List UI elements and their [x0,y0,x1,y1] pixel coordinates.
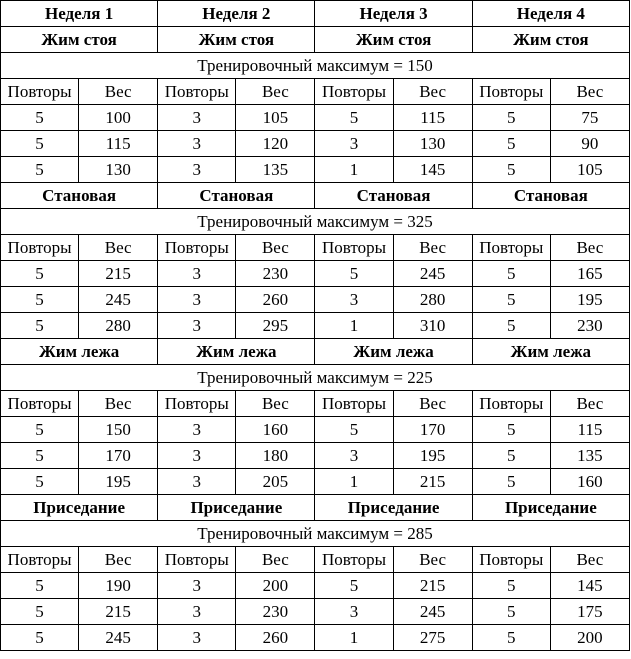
exercise-name: Приседание [1,495,158,521]
weight-cell: 115 [550,417,629,443]
weight-cell: 135 [550,443,629,469]
column-header-row [1,79,630,105]
reps-cell: 5 [472,105,550,131]
reps-cell: 5 [315,105,393,131]
weeks-header-row [1,1,630,27]
reps-header: Повторы [158,547,236,573]
exercise-name: Становая [472,183,629,209]
exercise-name: Жим лежа [158,339,315,365]
reps-header: Повторы [1,547,79,573]
weight-header: Вес [393,391,472,417]
reps-cell: 5 [472,599,550,625]
reps-cell: 1 [315,313,393,339]
weight-header: Вес [393,235,472,261]
reps-cell: 5 [472,573,550,599]
weight-cell: 280 [393,287,472,313]
reps-cell: 5 [472,625,550,651]
set-row [1,287,630,313]
reps-cell: 3 [158,573,236,599]
set-row [1,469,630,495]
weight-cell: 115 [79,131,158,157]
reps-cell: 5 [472,443,550,469]
exercise-name: Жим стоя [315,27,472,53]
reps-cell: 5 [472,261,550,287]
weight-header: Вес [550,391,629,417]
reps-header: Повторы [315,235,393,261]
weight-cell: 170 [79,443,158,469]
training-max-row [1,365,630,391]
reps-cell: 3 [158,157,236,183]
weight-cell: 205 [236,469,315,495]
weight-cell: 310 [393,313,472,339]
weight-cell: 165 [550,261,629,287]
set-row [1,573,630,599]
exercise-name: Жим стоя [1,27,158,53]
weight-cell: 195 [79,469,158,495]
reps-cell: 3 [158,443,236,469]
reps-header: Повторы [158,79,236,105]
week-header: Неделя 3 [315,1,472,27]
set-row [1,599,630,625]
weight-cell: 195 [393,443,472,469]
weight-cell: 245 [393,261,472,287]
reps-cell: 5 [472,287,550,313]
reps-cell: 5 [472,157,550,183]
weight-cell: 175 [550,599,629,625]
week-header: Неделя 1 [1,1,158,27]
reps-header: Повторы [315,391,393,417]
reps-cell: 3 [315,287,393,313]
set-row [1,131,630,157]
reps-cell: 3 [315,443,393,469]
set-row [1,157,630,183]
weight-cell: 200 [236,573,315,599]
weight-header: Вес [550,79,629,105]
exercise-name: Жим стоя [472,27,629,53]
training-max-row [1,521,630,547]
set-row [1,105,630,131]
exercise-row [1,183,630,209]
exercise-name: Жим стоя [158,27,315,53]
reps-cell: 3 [158,599,236,625]
weight-header: Вес [236,235,315,261]
weight-cell: 170 [393,417,472,443]
exercise-name: Приседание [315,495,472,521]
set-row [1,625,630,651]
reps-cell: 5 [1,573,79,599]
reps-header: Повторы [315,79,393,105]
exercise-name: Становая [315,183,472,209]
weight-cell: 180 [236,443,315,469]
reps-cell: 5 [315,417,393,443]
exercise-row [1,27,630,53]
reps-cell: 3 [158,261,236,287]
weight-cell: 245 [79,287,158,313]
weight-cell: 150 [79,417,158,443]
weight-header: Вес [393,547,472,573]
reps-header: Повторы [472,547,550,573]
weight-cell: 230 [236,599,315,625]
reps-cell: 5 [315,573,393,599]
weight-cell: 90 [550,131,629,157]
weight-cell: 260 [236,625,315,651]
exercise-name: Жим лежа [315,339,472,365]
reps-cell: 3 [158,469,236,495]
reps-cell: 1 [315,469,393,495]
reps-cell: 5 [1,443,79,469]
weight-cell: 115 [393,105,472,131]
training-max: Тренировочный максимум = 285 [1,521,630,547]
weight-cell: 215 [393,469,472,495]
reps-cell: 5 [1,287,79,313]
weight-cell: 200 [550,625,629,651]
weight-header: Вес [79,391,158,417]
reps-header: Повторы [158,235,236,261]
reps-cell: 5 [315,261,393,287]
weight-header: Вес [79,79,158,105]
reps-cell: 5 [1,157,79,183]
weight-cell: 275 [393,625,472,651]
reps-header: Повторы [472,235,550,261]
training-table-body [1,1,630,651]
reps-cell: 5 [1,599,79,625]
exercise-row [1,339,630,365]
weight-cell: 160 [550,469,629,495]
reps-cell: 3 [158,287,236,313]
reps-cell: 5 [1,625,79,651]
exercise-name: Приседание [158,495,315,521]
reps-cell: 3 [158,131,236,157]
exercise-name: Становая [158,183,315,209]
weight-cell: 215 [393,573,472,599]
set-row [1,313,630,339]
weight-cell: 195 [550,287,629,313]
weight-cell: 230 [550,313,629,339]
reps-cell: 3 [158,417,236,443]
exercise-name: Приседание [472,495,629,521]
reps-cell: 5 [1,417,79,443]
weight-header: Вес [79,235,158,261]
weight-cell: 130 [79,157,158,183]
weight-header: Вес [393,79,472,105]
training-max: Тренировочный максимум = 225 [1,365,630,391]
weight-cell: 280 [79,313,158,339]
reps-cell: 5 [1,105,79,131]
weight-header: Вес [550,547,629,573]
weight-header: Вес [236,547,315,573]
training-max-row [1,209,630,235]
weight-header: Вес [550,235,629,261]
set-row [1,417,630,443]
weight-cell: 145 [550,573,629,599]
weight-header: Вес [79,547,158,573]
weight-cell: 130 [393,131,472,157]
column-header-row [1,547,630,573]
weight-cell: 100 [79,105,158,131]
weight-cell: 215 [79,261,158,287]
reps-cell: 5 [472,313,550,339]
weight-cell: 295 [236,313,315,339]
weight-cell: 105 [550,157,629,183]
reps-cell: 5 [1,469,79,495]
reps-cell: 5 [1,261,79,287]
reps-cell: 3 [315,599,393,625]
weight-cell: 245 [393,599,472,625]
reps-cell: 3 [158,105,236,131]
weight-cell: 145 [393,157,472,183]
training-max: Тренировочный максимум = 325 [1,209,630,235]
reps-header: Повторы [472,391,550,417]
reps-cell: 5 [472,469,550,495]
reps-cell: 5 [1,313,79,339]
weight-cell: 120 [236,131,315,157]
weight-cell: 105 [236,105,315,131]
reps-cell: 5 [472,131,550,157]
reps-header: Повторы [472,79,550,105]
weight-header: Вес [236,391,315,417]
weight-cell: 75 [550,105,629,131]
reps-header: Повторы [1,391,79,417]
reps-cell: 3 [158,313,236,339]
reps-header: Повторы [158,391,236,417]
exercise-name: Жим лежа [1,339,158,365]
reps-cell: 3 [315,131,393,157]
reps-cell: 5 [1,131,79,157]
weight-header: Вес [236,79,315,105]
exercise-row [1,495,630,521]
column-header-row [1,391,630,417]
weight-cell: 160 [236,417,315,443]
reps-header: Повторы [315,547,393,573]
reps-header: Повторы [1,235,79,261]
week-header: Неделя 2 [158,1,315,27]
set-row [1,261,630,287]
weight-cell: 135 [236,157,315,183]
reps-cell: 1 [315,157,393,183]
week-header: Неделя 4 [472,1,629,27]
reps-cell: 1 [315,625,393,651]
training-max-row [1,53,630,79]
weight-cell: 190 [79,573,158,599]
weight-cell: 215 [79,599,158,625]
reps-cell: 3 [158,625,236,651]
reps-cell: 5 [472,417,550,443]
training-max: Тренировочный максимум = 150 [1,53,630,79]
reps-header: Повторы [1,79,79,105]
set-row [1,443,630,469]
column-header-row [1,235,630,261]
weight-cell: 230 [236,261,315,287]
exercise-name: Становая [1,183,158,209]
weight-cell: 260 [236,287,315,313]
weight-cell: 245 [79,625,158,651]
exercise-name: Жим лежа [472,339,629,365]
